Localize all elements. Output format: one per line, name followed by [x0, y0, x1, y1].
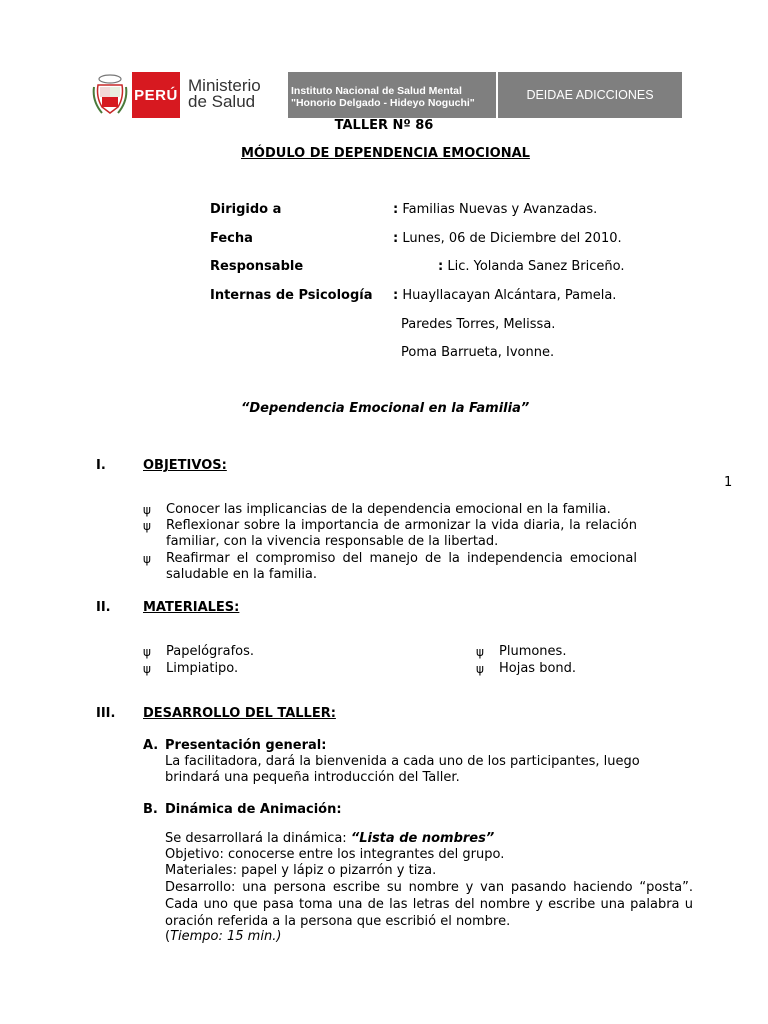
presentacion-text: La facilitadora, dará la bienvenida a cada uno de los participantes, luego brindará una pequeña introducción del Taller. [165, 754, 640, 785]
internas-label: Internas de Psicología [210, 288, 373, 303]
dirigido-label: Dirigido a [210, 202, 282, 217]
responsable-value: : Lic. Yolanda Sanez Briceño. [438, 259, 625, 274]
section-number: I. [96, 458, 106, 473]
material-item: Hojas bond. [499, 661, 577, 676]
material-item: Papelógrafos. [166, 644, 255, 659]
bullet-icon: ψ [143, 552, 151, 566]
ministerio-label: Ministerio de Salud [180, 72, 288, 118]
coat-of-arms-icon [92, 73, 128, 117]
section-title-materiales: MATERIALES: [143, 600, 240, 615]
header-banner [88, 72, 682, 118]
department-label: DEIDAE ADICCIONES [498, 72, 682, 118]
section-number: II. [96, 600, 111, 615]
interna-3: Poma Barrueta, Ivonne. [401, 345, 555, 360]
subsection-title-dinamica: Dinámica de Animación: [165, 802, 342, 817]
bullet-icon: ψ [143, 503, 151, 517]
section-title-objetivos: OBJETIVOS: [143, 458, 227, 473]
section-number: III. [96, 706, 116, 721]
objetivo-item: Reafirmar el compromiso del manejo de la independencia emocional saludable en la familia. [166, 551, 637, 582]
objetivo-item: Reflexionar sobre la importancia de armonizar la vida diaria, la relación familiar, con la vivencia responsable de la libertad. [166, 518, 637, 549]
bullet-icon: ψ [143, 662, 151, 676]
subsection-letter: B. [143, 802, 158, 817]
bullet-icon: ψ [476, 662, 484, 676]
subsection-title-presentacion: Presentación general: [165, 738, 327, 753]
document-title: TALLER Nº 86 [334, 118, 434, 133]
material-item: Limpiatipo. [166, 661, 239, 676]
subsection-letter: A. [143, 738, 159, 753]
peru-label: PERÚ [132, 72, 180, 118]
module-title: MÓDULO DE DEPENDENCIA EMOCIONAL [241, 146, 530, 161]
page-number: 1 [724, 475, 733, 490]
dinamica-objetivo: Objetivo: conocerse entre los integrantes del grupo. [165, 847, 505, 862]
dinamica-desarrollo: Desarrollo: una persona escribe su nombre y van pasando haciendo “posta”. Cada uno que pasa toma una de las letras del nombre y escribe una palabra u oración referida a la persona que escribió el nombre. [165, 880, 693, 929]
bullet-icon: ψ [476, 645, 484, 659]
bullet-icon: ψ [143, 645, 151, 659]
dinamica-intro: Se desarrollará la dinámica: “Lista de nombres” [165, 831, 495, 846]
dirigido-value: : Familias Nuevas y Avanzadas. [393, 202, 598, 217]
workshop-theme: “Dependencia Emocional en la Familia” [241, 401, 530, 416]
institute-label: Instituto Nacional de Salud Mental "Honorio Delgado - Hideyo Noguchi" [288, 72, 496, 118]
fecha-value: : Lunes, 06 de Diciembre del 2010. [393, 231, 622, 246]
dinamica-name: “Lista de nombres” [350, 831, 495, 846]
section-title-desarrollo: DESARROLLO DEL TALLER: [143, 706, 336, 721]
interna-1: : Huayllacayan Alcántara, Pamela. [393, 288, 617, 303]
bullet-icon: ψ [143, 519, 151, 533]
dinamica-tiempo: (Tiempo: 15 min.) [165, 929, 282, 944]
material-item: Plumones. [499, 644, 567, 659]
interna-2: Paredes Torres, Melissa. [401, 317, 556, 332]
objetivo-item: Conocer las implicancias de la dependencia emocional en la familia. [166, 502, 611, 517]
responsable-label: Responsable [210, 259, 304, 274]
fecha-label: Fecha [210, 231, 253, 246]
dinamica-materiales: Materiales: papel y lápiz o pizarrón y tiza. [165, 863, 437, 878]
